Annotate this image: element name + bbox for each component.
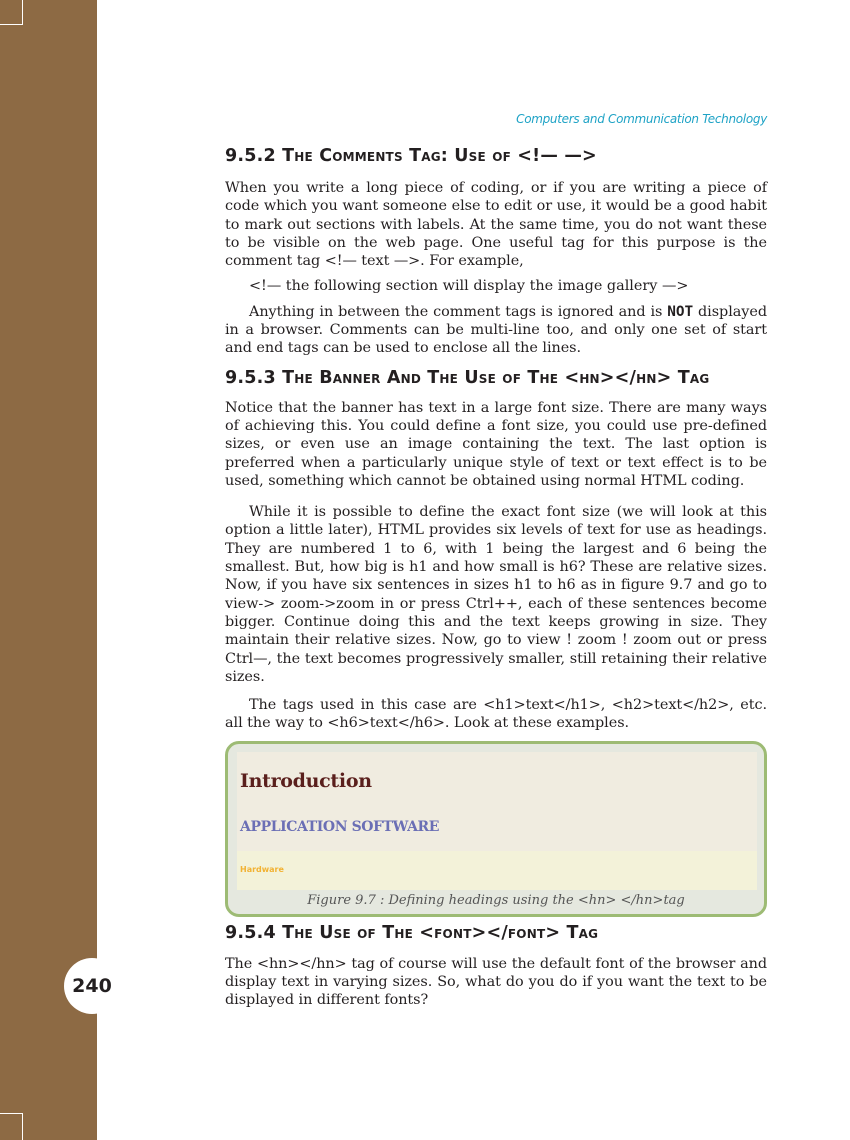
page-body [225, 146, 767, 1010]
figure-9-7 [225, 741, 767, 917]
code-example: <!— the following section will display the image gallery —> [249, 278, 689, 295]
section-number: 9.5.4 [225, 922, 276, 943]
section-heading-953 [225, 368, 767, 388]
section-heading-954 [225, 923, 767, 943]
paragraph: The tags used in this case are <h1>text</h1>, <h2>text</h2>, etc. all the way to <h6>text</h6>. Look at these examples. [225, 697, 767, 732]
section-heading-952 [225, 146, 767, 166]
paragraph [225, 303, 767, 358]
section-title: The Use of The <font></font> Tag [282, 922, 599, 943]
paragraph-text: displayed in a browser. Comments can be multi-line too, and only one set of start and end tags can be used to enclose all the lines. [225, 303, 768, 357]
paragraph: When you write a long piece of coding, or if you are writing a piece of code which you want someone else to edit or use, it would be a good habit to mark out sections with labels. At the same time, you do not want these to be visible on the web page. One useful tag for this purpose is the comment tag <!— text —>. For example, [225, 180, 767, 270]
section-title: The Banner And The Use of The <hn></hn> Tag [282, 367, 710, 388]
page-number: 240 [64, 958, 120, 1014]
section-number: 9.5.3 [225, 367, 276, 388]
figure-heading-h1: Introduction [240, 769, 372, 792]
section-title: The Comments Tag: Use of <!— —> [282, 146, 597, 166]
paragraph: While it is possible to define the exact font size (we will look at this option a little later), HTML provides six levels of text for use as headings. They are numbered 1 to 6, with 1 being the largest and 6 being the smallest. But, how big is h1 and how small is h6? These are relative sizes. Now, if you have six sentences in sizes h1 to h6 as in figure 9.7 and go to view-> zoom->zoom in or press Ctrl++, each of these sentences become bigger. Continue doing this and the text keeps growing in size. They maintain their relative sizes. Now, go to view ! zoom ! zoom out or press Ctrl—, the text becomes progressively smaller, still retaining their relative sizes. [225, 504, 767, 685]
figure-band [237, 851, 757, 890]
crop-mark-bottom [0, 1113, 23, 1140]
running-head: Computers and Communication Technology [516, 112, 767, 126]
paragraph: Notice that the banner has text in a large font size. There are many ways of achieving this. You could define a font size, you could use pre-defined sizes, or even use an image containing the text. The last option is preferred when a particularly unique style of text or text effect is to be used, something which cannot be obtained using normal HTML coding. [225, 399, 767, 489]
figure-heading-h3: Hardware [240, 864, 284, 874]
figure-caption: Figure 9.7 : Defining headings using the <hn> </hn>tag [307, 892, 685, 908]
figure-heading-h2: APPLICATION SOFTWARE [240, 818, 440, 835]
figure-screenshot [237, 752, 757, 890]
crop-mark-top [0, 0, 23, 25]
paragraph: The <hn></hn> tag of course will use the default font of the browser and display text in varying sizes. So, what do you do if you want the text to be displayed in different fonts? [225, 955, 767, 1009]
paragraph-text: Anything in between the comment tags is ignored and is [249, 303, 668, 320]
section-number: 9.5.2 [225, 146, 276, 166]
emphasis-not: NOT [667, 303, 694, 320]
